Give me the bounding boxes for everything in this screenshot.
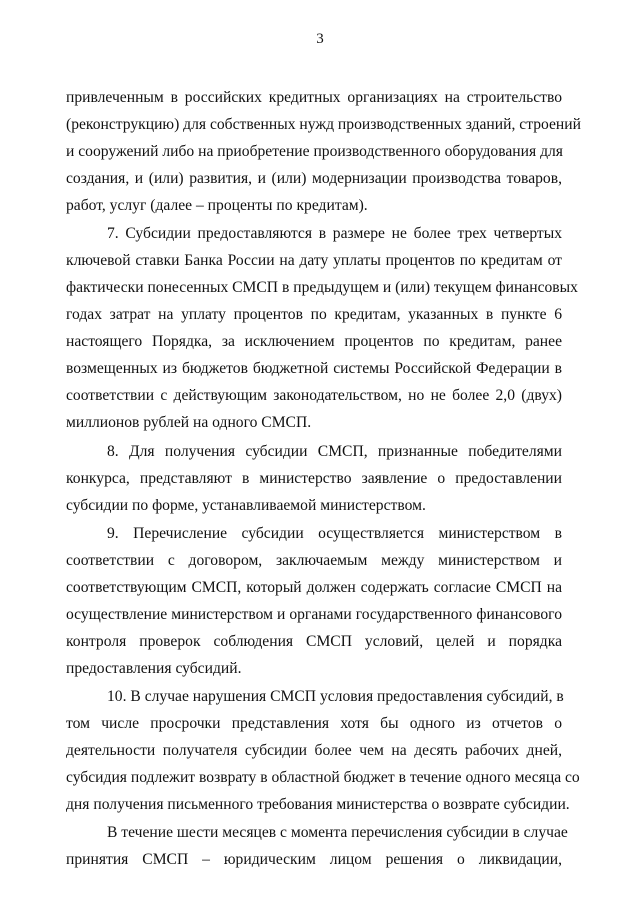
paragraph-line: миллионов рублей на одного СМСП. [66,414,312,431]
paragraph-line: конкурса, представляют в министерство заявление о предоставлении [66,470,562,487]
paragraph-line: работ, услуг (далее – проценты по кредитам). [66,197,368,214]
paragraph-line: 10. В случае нарушения СМСП условия предоставления субсидий, в [107,688,564,705]
paragraph-line: осуществление министерством и органами государственного финансового [66,606,562,623]
paragraph-line: привлеченным в российских кредитных организациях на строительство [66,89,562,106]
paragraph-line: том числе просрочки представления хотя бы одного из отчетов о [66,715,562,732]
paragraph-line: и сооружений либо на приобретение производственного оборудования для [66,143,563,160]
paragraph-line: настоящего Порядка, за исключением процентов по кредитам, ранее [66,333,562,350]
paragraph-line: фактически понесенных СМСП в предыдущем и (или) текущем финансовых [66,279,578,296]
paragraph-line: контроля проверок соблюдения СМСП условий, целей и порядка [66,633,562,650]
paragraph-line: соответствии с действующим законодательством, но не более 2,0 (двух) [66,387,562,404]
paragraph-line: возмещенных из бюджетов бюджетной системы Российской Федерации в [66,360,562,377]
paragraph-line: субсидии по форме, устанавливаемой министерством. [66,497,426,514]
paragraph-line: 9. Перечисление субсидии осуществляется министерством в [107,525,562,542]
paragraph-line: деятельности получателя субсидии более чем на десять рабочих дней, [66,742,562,759]
paragraph-line: 8. Для получения субсидии СМСП, признанные победителями [107,443,562,460]
paragraph-line: В течение шести месяцев с момента перечисления субсидии в случае [107,824,568,841]
paragraph-line: дня получения письменного требования министерства о возврате субсидии. [66,796,570,813]
paragraph-line: соответствующим СМСП, который должен содержать согласие СМСП на [66,579,562,596]
paragraph-line: (реконструкцию) для собственных нужд производственных зданий, строений [66,116,581,133]
paragraph-line: предоставления субсидий. [66,660,242,677]
paragraph-line: субсидия подлежит возврату в областной бюджет в течение одного месяца со [66,769,580,786]
paragraph-line: создания, и (или) развития, и (или) модернизации производства товаров, [66,170,562,187]
paragraph-line: ключевой ставки Банка России на дату уплаты процентов по кредитам от [66,252,562,269]
paragraph-line: принятия СМСП – юридическим лицом решения о ликвидации, [66,851,562,868]
page-number: 3 [316,31,324,47]
paragraph-line: годах затрат на уплату процентов по кредитам, указанных в пункте 6 [66,306,562,323]
paragraph-line: соответствии с договором, заключаемым между министерством и [66,552,562,569]
paragraph-line: 7. Субсидии предоставляются в размере не более трех четвертых [107,225,562,242]
